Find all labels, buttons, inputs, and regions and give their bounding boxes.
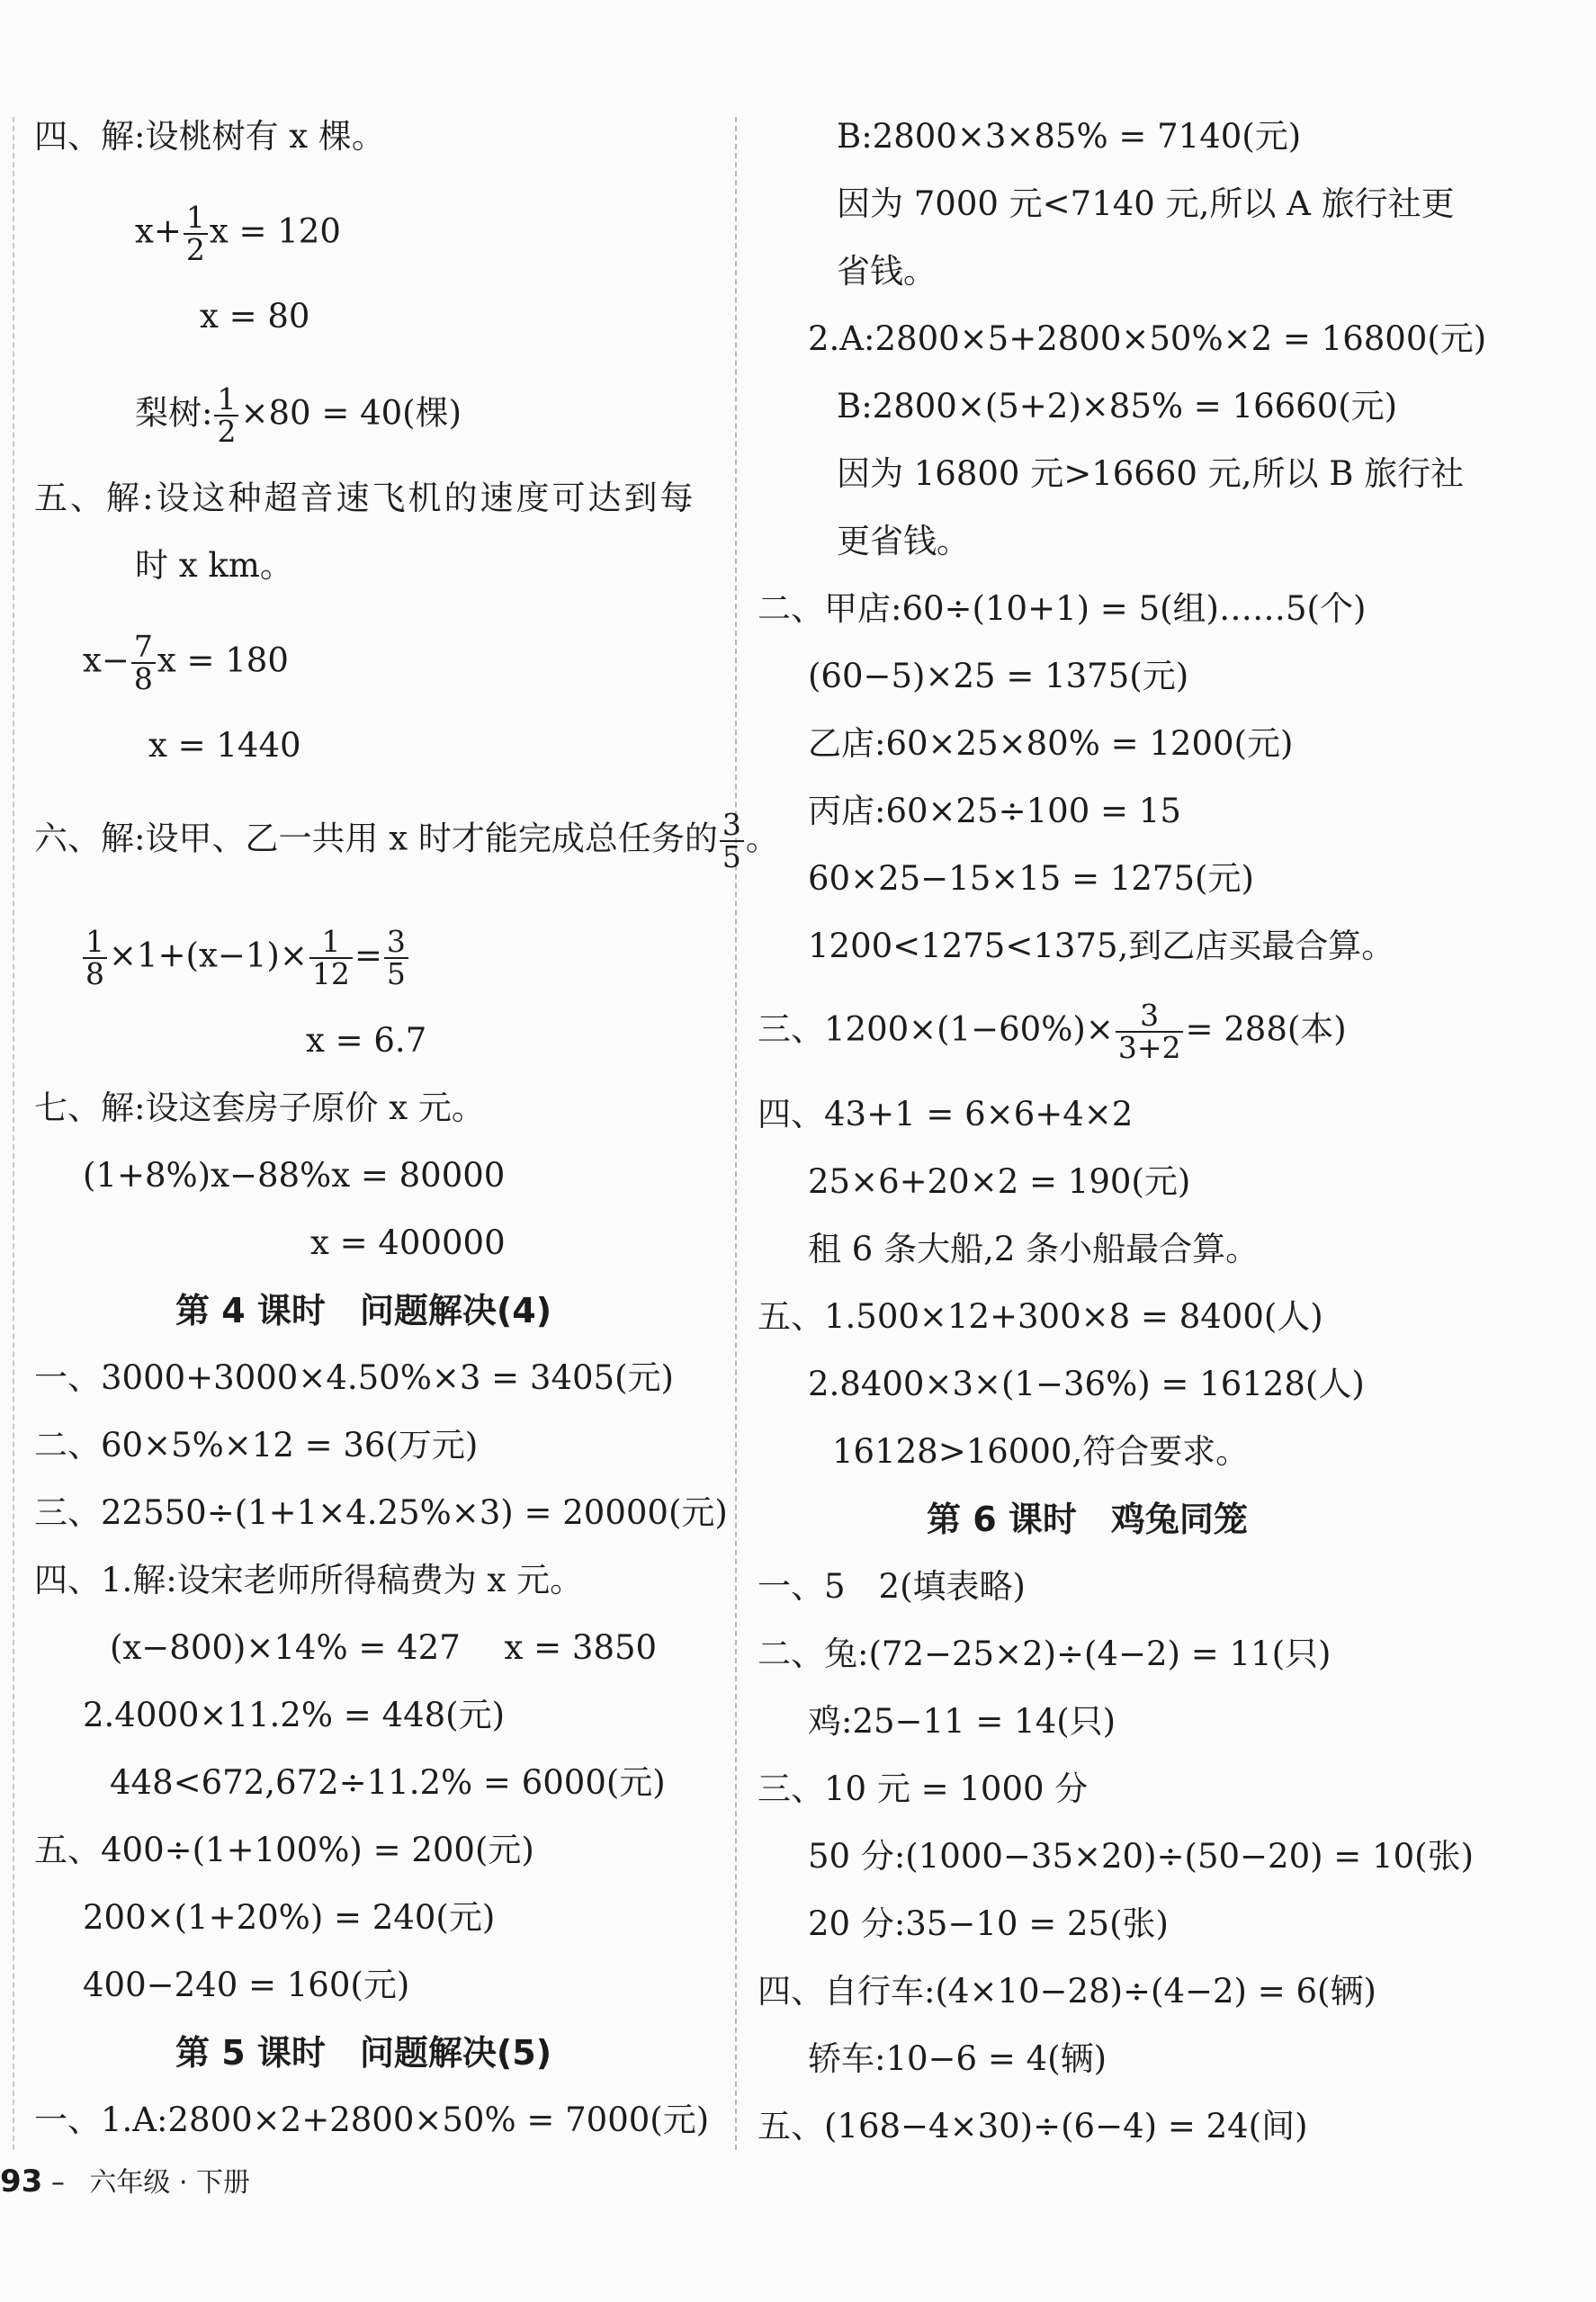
fraction: $\frac{1}{2}$ (184, 202, 208, 265)
answer-line: 时 x km。 (135, 546, 293, 585)
fraction: $\frac{7}{8}$ (131, 631, 156, 694)
equation-line: (1+8%)x−88%x = 80000 (83, 1156, 506, 1195)
fraction: $\frac{1}{12}$ (309, 927, 353, 990)
equation-text: = (354, 936, 382, 975)
answer-line: 60×25−15×15 = 1275(元) (808, 859, 1254, 898)
answer-line: B:2800×(5+2)×85% = 16660(元) (837, 387, 1398, 425)
answer-line: 更省钱。 (837, 522, 970, 560)
equation-text: 六、解:设甲、乙一共用 x 时才能完成总任务的 (34, 819, 718, 858)
answer-line: 一、3000+3000×4.50%×3 = 3405(元) (34, 1358, 674, 1397)
equation-text: 梨树: (135, 393, 213, 433)
fraction: $\frac{3}{5}$ (720, 810, 744, 873)
answer-line: 二、兔:(72−25×2)÷(4−2) = 11(只) (758, 1635, 1331, 1673)
left-margin-divider (13, 117, 14, 2150)
equation-text: x− (83, 640, 130, 680)
answer-line: B:2800×3×85% = 7140(元) (837, 117, 1302, 156)
column-divider (735, 117, 737, 2150)
answer-line: 五、解:设这种超音速飞机的速度可达到每 (34, 479, 696, 517)
answer-line: 七、解:设这套房子原价 x 元。 (34, 1088, 485, 1127)
answer-line: 2.A:2800×5+2800×50%×2 = 16800(元) (808, 319, 1487, 358)
answer-line: 五、(168−4×30)÷(6−4) = 24(间) (758, 2107, 1308, 2145)
answer-line (34, 807, 779, 874)
equation-line (81, 924, 410, 991)
answer-line: 省钱。 (837, 252, 937, 291)
answer-line: 二、甲店:60÷(10+1) = 5(组)……5(个) (758, 589, 1367, 628)
answer-line: 四、解:设桃树有 x 棵。 (34, 117, 385, 156)
answer-line: 租 6 条大船,2 条小船最合算。 (808, 1230, 1260, 1268)
answer-line: 丙店:60×25÷100 = 15 (808, 792, 1181, 830)
equation-text: 三、1200×(1−60%)× (758, 1009, 1114, 1049)
answer-line: 25×6+20×2 = 190(元) (808, 1162, 1191, 1201)
answer-line: 三、22550÷(1+1×4.25%×3) = 20000(元) (34, 1493, 728, 1532)
answer-line: 因为 16800 元>16660 元,所以 B 旅行社 (837, 454, 1465, 493)
section-heading: 第 6 课时 鸡兔同笼 (927, 1500, 1248, 1539)
answer-line: 400−240 = 160(元) (83, 1966, 410, 2004)
equation-text: = 288(本) (1185, 1009, 1347, 1049)
fraction: $\frac{1}{8}$ (83, 927, 107, 990)
equation-line (83, 629, 289, 696)
answer-line: 2.4000×11.2% = 448(元) (83, 1696, 506, 1734)
section-heading: 第 4 课时 问题解决(4) (175, 1291, 552, 1330)
answer-line: 三、10 元 = 1000 分 (758, 1769, 1089, 1808)
answer-line: 50 分:(1000−35×20)÷(50−20) = 10(张) (808, 1837, 1475, 1876)
answer-line: 20 分:35−10 = 25(张) (808, 1904, 1169, 1943)
answer-line: 鸡:25−11 = 14(只) (808, 1702, 1116, 1741)
page-number: 93 (0, 2163, 43, 2199)
fraction: $\frac{3}{3+2}$ (1116, 1000, 1184, 1063)
equation-text: x = 120 (209, 211, 341, 251)
answer-line: 五、1.500×12+300×8 = 8400(人) (758, 1297, 1323, 1336)
equation-line (758, 998, 1347, 1065)
answer-line: 一、5 2(填表略) (758, 1567, 1026, 1606)
answer-line: 一、1.A:2800×2+2800×50% = 7000(元) (34, 2100, 710, 2139)
answer-line: 因为 7000 元<7140 元,所以 A 旅行社更 (837, 184, 1455, 223)
answer-line: 16128>16000,符合要求。 (832, 1432, 1250, 1471)
solution-line: x = 400000 (310, 1223, 506, 1262)
equation-line (135, 381, 462, 449)
fraction: $\frac{3}{5}$ (384, 927, 408, 990)
grade-label: 六年级 · 下册 (89, 2167, 251, 2199)
answer-line: 二、60×5%×12 = 36(万元) (34, 1426, 479, 1465)
answer-line: (60−5)×25 = 1375(元) (808, 657, 1189, 695)
equation-line: (x−800)×14% = 427 x = 3850 (110, 1628, 658, 1667)
answer-line: 四、43+1 = 6×6+4×2 (758, 1095, 1134, 1133)
answer-line: 1200<1275<1375,到乙店买最合算。 (808, 927, 1395, 965)
answer-line: 200×(1+20%) = 240(元) (83, 1898, 496, 1937)
equation-text: ×80 = 40(棵) (240, 393, 462, 433)
answer-line: 五、400÷(1+100%) = 200(元) (34, 1831, 534, 1869)
answer-line: 轿车:10−6 = 4(辆) (808, 2039, 1107, 2078)
section-heading: 第 5 课时 问题解决(5) (175, 2033, 552, 2073)
equation-text: 。 (745, 819, 779, 858)
page-footer (0, 2163, 250, 2201)
solution-line: x = 1440 (148, 726, 301, 765)
solution-line: x = 80 (200, 297, 310, 336)
answer-line: 四、自行车:(4×10−28)÷(4−2) = 6(辆) (758, 1972, 1376, 2011)
fraction: $\frac{1}{2}$ (214, 384, 238, 447)
answer-line: 四、1.解:设宋老师所得稿费为 x 元。 (34, 1561, 584, 1599)
equation-line (135, 200, 341, 267)
equation-text: x = 180 (157, 640, 289, 680)
footer-dash: – (50, 2167, 65, 2199)
solution-line: x = 6.7 (306, 1021, 427, 1060)
equation-text: x+ (135, 211, 182, 251)
equation-text: ×1+(x−1)× (109, 936, 308, 975)
answer-line: 2.8400×3×(1−36%) = 16128(人) (808, 1365, 1365, 1403)
answer-line: 448<672,672÷11.2% = 6000(元) (110, 1763, 666, 1802)
answer-line: 乙店:60×25×80% = 1200(元) (808, 724, 1294, 763)
